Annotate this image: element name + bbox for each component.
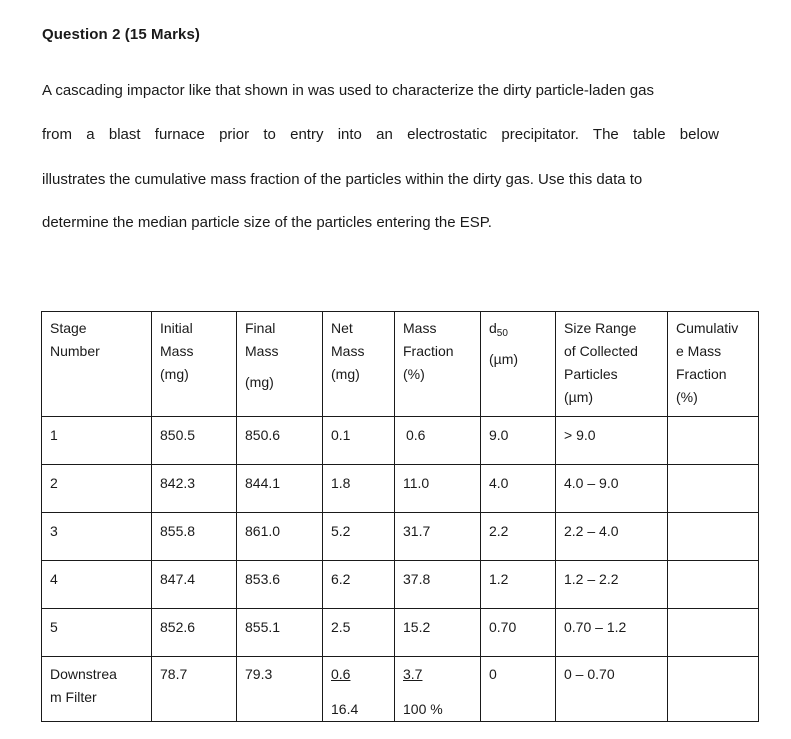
cell-stage: 1 — [42, 417, 152, 465]
cell-initial-mass: 842.3 — [152, 465, 237, 513]
table-row — [42, 465, 759, 513]
cell-cumulative — [668, 465, 759, 513]
header-initial-mass: Initial Mass (mg) — [152, 312, 237, 417]
cell-cumulative — [668, 561, 759, 609]
question-heading: Question 2 (15 Marks) — [42, 26, 200, 43]
cell-mass-fraction: 11.0 — [395, 465, 481, 513]
header-net-mass: Net Mass (mg) — [323, 312, 395, 417]
cell-size-range: 2.2 – 4.0 — [556, 513, 668, 561]
header-mass-fraction: Mass Fraction (%) — [395, 312, 481, 417]
cell-initial-mass: 855.8 — [152, 513, 237, 561]
cell-cumulative — [668, 609, 759, 657]
cell-stage: 4 — [42, 561, 152, 609]
cell-initial-mass: 78.7 — [152, 657, 237, 722]
cell-stage: Downstrea m Filter — [42, 657, 152, 722]
cell-size-range: 0 – 0.70 — [556, 657, 668, 722]
cell-cumulative — [668, 657, 759, 722]
cell-net-mass: 0.1 — [323, 417, 395, 465]
header-size-range: Size Range of Collected Particles (µm) — [556, 312, 668, 417]
cell-cumulative — [668, 513, 759, 561]
cell-final-mass: 853.6 — [237, 561, 323, 609]
mass-fraction-total: 100 % — [403, 701, 443, 717]
cell-net-mass: 5.2 — [323, 513, 395, 561]
header-final-mass: Final Mass (mg) — [237, 312, 323, 417]
paragraph-line-3: illustrates the cumulative mass fraction of the particles within the dirty gas. Use this data to — [42, 171, 643, 188]
cell-size-range: 1.2 – 2.2 — [556, 561, 668, 609]
header-d50: $d_{50}$ (µm) — [481, 312, 556, 417]
cell-d50: 1.2 — [481, 561, 556, 609]
cell-mass-fraction: 0.6 — [395, 417, 481, 465]
table-row — [42, 513, 759, 561]
cell-final-mass: 79.3 — [237, 657, 323, 722]
table-row — [42, 417, 759, 465]
cell-initial-mass: 850.5 — [152, 417, 237, 465]
table-header-row — [42, 312, 759, 417]
impactor-data-table — [41, 311, 759, 722]
table-row — [42, 609, 759, 657]
table-row-downstream-filter — [42, 657, 759, 722]
cell-final-mass: 844.1 — [237, 465, 323, 513]
paragraph-line-4: determine the median particle size of the particles entering the ESP. — [42, 214, 492, 231]
cell-size-range: 0.70 – 1.2 — [556, 609, 668, 657]
cell-net-mass: 6.2 — [323, 561, 395, 609]
cell-mass-fraction: 15.2 — [395, 609, 481, 657]
cell-net-mass — [323, 657, 395, 722]
cell-final-mass: 861.0 — [237, 513, 323, 561]
cell-mass-fraction: 31.7 — [395, 513, 481, 561]
cell-d50: 2.2 — [481, 513, 556, 561]
cell-stage: 3 — [42, 513, 152, 561]
cell-d50: 4.0 — [481, 465, 556, 513]
cell-stage: 2 — [42, 465, 152, 513]
header-cumulative-mass-fraction: Cumulativ e Mass Fraction (%) — [668, 312, 759, 417]
cell-cumulative — [668, 417, 759, 465]
cell-final-mass: 850.6 — [237, 417, 323, 465]
cell-initial-mass: 852.6 — [152, 609, 237, 657]
net-mass-total: 16.4 — [331, 701, 359, 717]
mass-fraction-value: 3.7 — [403, 666, 423, 682]
table-row — [42, 561, 759, 609]
net-mass-value: 0.6 — [331, 666, 351, 682]
cell-net-mass: 2.5 — [323, 609, 395, 657]
header-stage-number: Stage Number — [42, 312, 152, 417]
cell-stage: 5 — [42, 609, 152, 657]
paragraph-line-1: A cascading impactor like that shown in was used to characterize the dirty particle-laden gas — [42, 82, 654, 99]
cell-d50: 0 — [481, 657, 556, 722]
paragraph-line-2: from a blast furnace prior to entry into an electrostatic precipitator. The table below — [42, 126, 719, 143]
cell-d50: 9.0 — [481, 417, 556, 465]
cell-mass-fraction: 37.8 — [395, 561, 481, 609]
cell-size-range: 4.0 – 9.0 — [556, 465, 668, 513]
cell-d50: 0.70 — [481, 609, 556, 657]
cell-final-mass: 855.1 — [237, 609, 323, 657]
cell-mass-fraction — [395, 657, 481, 722]
cell-initial-mass: 847.4 — [152, 561, 237, 609]
cell-net-mass: 1.8 — [323, 465, 395, 513]
cell-size-range: > 9.0 — [556, 417, 668, 465]
